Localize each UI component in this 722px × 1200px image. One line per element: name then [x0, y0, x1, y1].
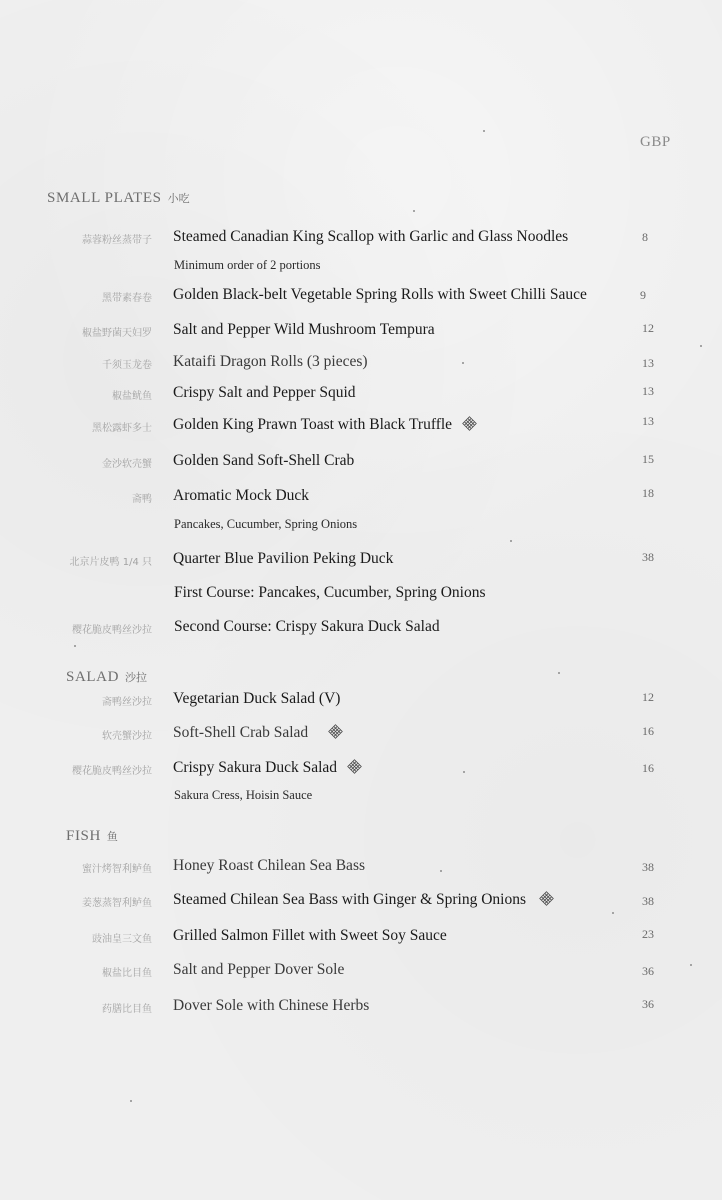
item-chinese-name: 椒盐比目鱼	[102, 968, 152, 979]
section-title-salad	[66, 669, 147, 686]
item-name: Golden Sand Soft-Shell Crab	[173, 452, 355, 469]
item-price: 9	[640, 288, 646, 302]
section-title-en: FISH	[66, 828, 101, 844]
paper-speck	[612, 912, 614, 914]
item-price: 8	[642, 230, 648, 244]
paper-speck	[413, 210, 415, 212]
item-name: Aromatic Mock Duck	[173, 487, 310, 504]
item-note: Minimum order of 2 portions	[174, 258, 321, 272]
item-chinese-name: 樱花脆皮鸭丝沙拉	[72, 766, 152, 777]
item-name	[173, 724, 343, 742]
item-name: Grilled Salmon Fillet with Sweet Soy Sauce	[173, 927, 447, 944]
item-name: Crispy Salt and Pepper Squid	[173, 384, 356, 401]
menu-item	[0, 857, 722, 883]
item-price: 16	[642, 724, 654, 738]
paper-speck	[510, 540, 512, 542]
item-price: 36	[642, 964, 654, 978]
endless-knot-icon	[462, 416, 477, 431]
item-price: 13	[642, 384, 654, 398]
section-title-en: SMALL PLATES	[47, 190, 162, 206]
item-name: Salt and Pepper Wild Mushroom Tempura	[173, 321, 435, 338]
section-title-fish	[66, 828, 118, 845]
paper-speck	[462, 362, 464, 364]
menu-item	[0, 228, 722, 254]
item-chinese-name: 软壳蟹沙拉	[102, 731, 152, 742]
menu-item	[0, 286, 722, 312]
item-chinese-name: 黑松露虾多士	[92, 423, 152, 434]
endless-knot-icon	[539, 891, 554, 906]
menu-item	[0, 416, 722, 442]
paper-speck	[700, 345, 702, 347]
currency-label: GBP	[640, 134, 671, 150]
section-title-cn: 小吃	[167, 192, 190, 205]
item-chinese-name: 斋鸭	[132, 494, 152, 505]
menu-item	[0, 759, 722, 785]
item-name-text: Steamed Chilean Sea Bass with Ginger & Spring Onions	[173, 891, 527, 908]
menu-item	[0, 997, 722, 1023]
item-name-text: Golden King Prawn Toast with Black Truffle	[173, 416, 453, 433]
item-price: 16	[642, 761, 654, 775]
item-name: Vegetarian Duck Salad (V)	[173, 690, 341, 707]
menu-item	[0, 927, 722, 953]
item-chinese-name: 椒盐鱿鱼	[112, 391, 152, 402]
endless-knot-icon	[347, 759, 362, 774]
item-name: Kataifi Dragon Rolls (3 pieces)	[173, 353, 368, 370]
item-price: 23	[642, 927, 654, 941]
item-price: 13	[642, 414, 654, 428]
item-note: Sakura Cress, Hoisin Sauce	[174, 788, 313, 802]
item-chinese-name: 椒盐野菌天妇罗	[82, 328, 152, 339]
item-price: 18	[642, 486, 654, 500]
item-price: 13	[642, 356, 654, 370]
paper-speck	[74, 645, 76, 647]
section-title-cn: 鱼	[106, 830, 118, 843]
item-chinese-name: 蒜蓉粉丝蒸带子	[82, 235, 152, 246]
menu-item	[0, 550, 722, 576]
item-price: 36	[642, 997, 654, 1011]
paper-speck	[130, 1100, 132, 1102]
menu-item	[0, 452, 722, 478]
menu-item	[0, 961, 722, 987]
item-chinese-name: 药膳比目鱼	[102, 1004, 152, 1015]
item-name	[173, 891, 554, 909]
section-title-small-plates	[47, 190, 190, 207]
item-price: 38	[642, 894, 654, 908]
item-chinese-name: 斋鸭丝沙拉	[102, 697, 152, 708]
item-price: 12	[642, 321, 654, 335]
item-course: First Course: Pancakes, Cucumber, Spring Onions	[174, 584, 486, 601]
menu-item	[0, 618, 722, 644]
item-name: Steamed Canadian King Scallop with Garlic and Glass Noodles	[173, 228, 569, 245]
item-chinese-name: 北京片皮鸭 1/4 只	[69, 557, 152, 568]
item-chinese-name: 豉油皇三文鱼	[92, 934, 152, 945]
item-chinese-name: 金沙软壳蟹	[102, 459, 152, 470]
item-name: Dover Sole with Chinese Herbs	[173, 997, 370, 1014]
paper-speck	[483, 130, 485, 132]
paper-speck	[558, 672, 560, 674]
item-name: Salt and Pepper Dover Sole	[173, 961, 345, 978]
item-chinese-name: 樱花脆皮鸭丝沙拉	[72, 625, 152, 636]
item-name: Second Course: Crispy Sakura Duck Salad	[174, 618, 440, 635]
paper-speck	[690, 964, 692, 966]
item-name	[173, 416, 477, 434]
item-price: 38	[642, 860, 654, 874]
item-name: Golden Black-belt Vegetable Spring Rolls with Sweet Chilli Sauce	[173, 286, 587, 303]
menu-item	[0, 690, 722, 716]
section-title-en: SALAD	[66, 669, 120, 685]
paper-speck	[463, 771, 465, 773]
paper-speck	[440, 870, 442, 872]
item-name: Honey Roast Chilean Sea Bass	[173, 857, 366, 874]
item-chinese-name: 姜葱蒸智利鲈鱼	[82, 898, 152, 909]
item-chinese-name: 蜜汁烤智利鲈鱼	[82, 864, 152, 875]
item-name: Quarter Blue Pavilion Peking Duck	[173, 550, 394, 567]
item-name	[173, 759, 362, 777]
menu-item	[0, 724, 722, 750]
item-price: 12	[642, 690, 654, 704]
endless-knot-icon	[328, 724, 343, 739]
item-chinese-name: 黑带素春卷	[102, 293, 152, 304]
menu-item	[0, 353, 722, 379]
item-price: 38	[642, 550, 654, 564]
menu-item	[0, 321, 722, 347]
item-price: 15	[642, 452, 654, 466]
menu-item	[0, 487, 722, 513]
section-title-cn: 沙拉	[125, 671, 148, 684]
item-name-text: Soft-Shell Crab Salad	[173, 724, 309, 741]
item-note: Pancakes, Cucumber, Spring Onions	[174, 517, 358, 531]
item-chinese-name: 千须玉龙卷	[102, 360, 152, 371]
item-name-text: Crispy Sakura Duck Salad	[173, 759, 338, 776]
menu-item	[0, 384, 722, 410]
